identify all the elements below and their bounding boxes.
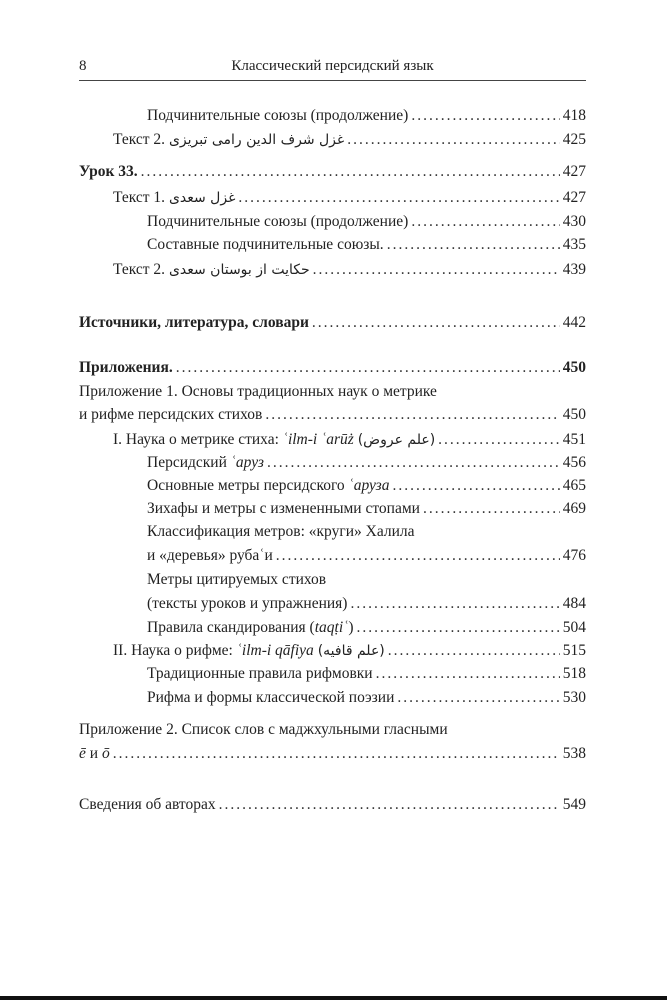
toc-entry-title: Традиционные правила рифмовки — [147, 665, 373, 682]
toc-entry-page: 435 — [562, 236, 586, 253]
toc-entry-title — [113, 130, 344, 150]
transliteration: ʿilm-i ʿarūż — [282, 431, 354, 448]
toc-entry — [113, 260, 586, 280]
toc-entry — [147, 476, 586, 496]
toc-entry-page: 504 — [562, 619, 586, 636]
toc-entry-title — [113, 641, 385, 661]
toc-entry-page: 515 — [562, 642, 586, 659]
toc-entry-title — [113, 430, 435, 450]
toc-entry-title — [79, 744, 110, 764]
toc-entry — [147, 235, 586, 255]
toc-entry-page: 450 — [562, 406, 586, 423]
leader-dots — [388, 641, 560, 661]
page-number: 8 — [79, 58, 87, 74]
toc-entry-title — [147, 476, 389, 496]
leader-dots — [392, 476, 559, 496]
leader-dots — [313, 260, 560, 280]
toc-entry — [79, 405, 586, 425]
toc-entry-page: 465 — [562, 477, 586, 494]
toc-entry — [113, 641, 586, 661]
text-prefix: Персидский — [147, 454, 231, 471]
toc-entry-title — [113, 260, 310, 280]
leader-dots — [312, 313, 560, 333]
leader-dots — [411, 106, 559, 126]
leader-dots — [141, 162, 560, 182]
toc-entry-line1: Приложение 1. Основы традиционных наук о метрике — [79, 383, 437, 400]
toc-entry — [147, 106, 586, 126]
leader-dots — [397, 688, 559, 708]
text-suffix: ) — [348, 619, 354, 636]
toc-entry-title: Источники, литература, словари — [79, 314, 309, 331]
italic-term: ʿаруза — [348, 477, 390, 494]
toc-entry — [147, 453, 586, 473]
toc-entry-page: 549 — [562, 796, 586, 813]
toc-entry-section — [79, 313, 586, 333]
leader-dots — [276, 546, 560, 566]
leader-dots — [347, 130, 560, 150]
toc-entry — [147, 594, 586, 614]
leader-dots — [356, 618, 559, 638]
italic-term: taqṭiʿ — [314, 619, 349, 636]
toc-entry-title: Зихафы и метры с измененными стопами — [147, 500, 420, 517]
persian-title: حكايت از بوستان سعدى — [168, 262, 310, 278]
toc-entry-page: 456 — [562, 454, 586, 471]
persian-title: غزل شرف الدين رامى تبريزى — [168, 132, 345, 148]
vowel-o: ō — [101, 745, 110, 762]
toc-entry-page: 442 — [562, 314, 586, 331]
leader-dots — [423, 499, 560, 519]
persian-title: غزل سعدى — [168, 190, 236, 206]
toc-entry — [79, 744, 586, 764]
toc-entry-page: 518 — [562, 665, 586, 682]
running-header — [79, 58, 586, 81]
toc-entry-page: 427 — [562, 163, 586, 180]
toc-entry-page: 418 — [562, 107, 586, 124]
toc-entry-page: 430 — [562, 213, 586, 230]
toc-entry-title — [147, 453, 264, 473]
text-prefix: Правила скандирования ( — [147, 619, 315, 636]
leader-dots — [238, 188, 559, 208]
leader-dots — [113, 744, 560, 764]
toc-entry-title — [113, 188, 235, 208]
transliteration: ʿilm-i qāfiya — [236, 642, 314, 659]
bottom-edge-bar — [0, 996, 667, 1000]
toc-entry — [147, 212, 586, 232]
toc-entry-title: Подчинительные союзы (продолжение) — [147, 107, 409, 124]
toc-entry-page: 476 — [562, 547, 586, 564]
toc-entry — [113, 430, 586, 450]
toc-entry-page: 450 — [562, 359, 586, 376]
toc-entry-title: (тексты уроков и упражнения) — [147, 595, 348, 612]
text-prefix: Текст 1. — [113, 189, 169, 206]
text-prefix: Текст 2. — [113, 131, 169, 148]
toc-entry-lesson — [79, 162, 586, 182]
toc-entry-title: и рифме персидских стихов — [79, 406, 263, 423]
toc-entry-title: и «деревья» рубаʿи — [147, 547, 273, 564]
text-prefix: Текст 2. — [113, 261, 169, 278]
toc-entry — [147, 664, 586, 684]
persian-term: (علم عروض) — [357, 432, 436, 448]
toc-entry-line1: Метры цитируемых стихов — [147, 571, 327, 588]
leader-dots — [219, 795, 560, 815]
toc-entry-title: Сведения об авторах — [79, 796, 216, 813]
leader-dots — [265, 405, 559, 425]
text-prefix: I. Наука о метрике стиха: — [113, 431, 283, 448]
toc-entry-title: Урок 33. — [79, 163, 138, 180]
toc-entry-section — [79, 358, 586, 378]
toc-entry-title — [147, 618, 353, 638]
leader-dots — [267, 453, 560, 473]
toc-entry-page: 538 — [562, 745, 586, 762]
vowel-e: ē — [79, 745, 86, 762]
toc-entry-page: 484 — [562, 595, 586, 612]
toc-entry-page: 425 — [562, 131, 586, 148]
toc-entry — [79, 795, 586, 815]
conjunction: и — [85, 745, 102, 762]
toc-entry-title: Приложения. — [79, 359, 173, 376]
text-prefix: II. Наука о рифме: — [113, 642, 237, 659]
toc-entry-title: Подчинительные союзы (продолжение) — [147, 213, 409, 230]
toc-entry-page: 469 — [562, 500, 586, 517]
toc-entry-page: 530 — [562, 689, 586, 706]
leader-dots — [411, 212, 559, 232]
leader-dots — [350, 594, 559, 614]
toc-entry-page: 427 — [562, 189, 586, 206]
toc-entry — [147, 688, 586, 708]
text-prefix: Основные метры персидского — [147, 477, 349, 494]
toc-entry — [147, 499, 586, 519]
leader-dots — [376, 664, 560, 684]
leader-dots — [387, 235, 560, 255]
leader-dots — [176, 358, 560, 378]
toc-entry — [147, 618, 586, 638]
toc-entry-title: Рифма и формы классической поэзии — [147, 689, 395, 706]
toc-entry-page: 439 — [562, 261, 586, 278]
toc-entry-line1: Приложение 2. Список слов с маджхульными гласными — [79, 721, 448, 738]
running-title: Классический персидский язык — [231, 58, 434, 74]
toc-entry-title: Составные подчинительные союзы. — [147, 236, 384, 253]
toc-entry — [147, 546, 586, 566]
persian-term: (علم قافيه) — [317, 643, 385, 659]
toc-entry-page: 451 — [562, 431, 586, 448]
toc-entry — [113, 188, 586, 208]
toc-entry — [113, 130, 586, 150]
toc-entry-line1: Классификация метров: «круги» Халила — [147, 523, 415, 540]
italic-term: ʿаруз — [230, 454, 264, 471]
leader-dots — [438, 430, 560, 450]
